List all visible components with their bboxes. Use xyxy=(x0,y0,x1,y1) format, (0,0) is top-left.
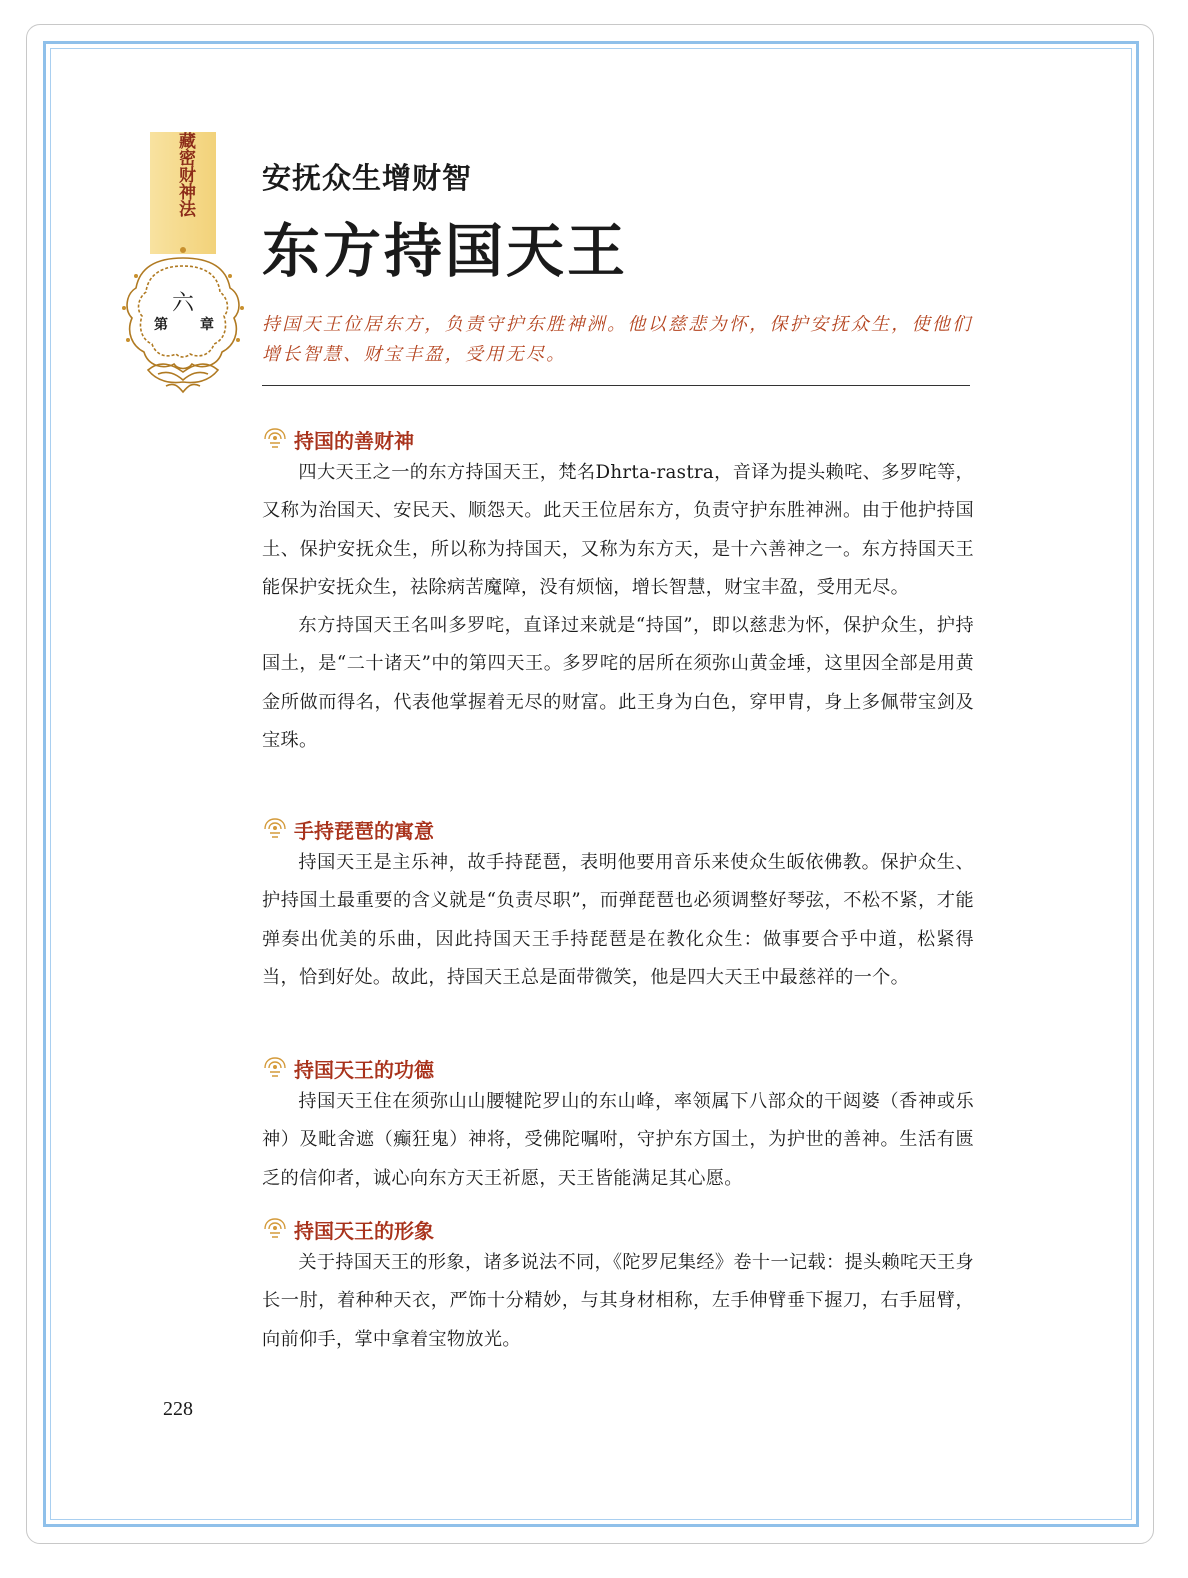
paragraph: 关于持国天王的形象，诸多说法不同，《陀罗尼集经》卷十一记载：提头赖咤天王身长一肘，着种种天衣，严饰十分精妙，与其身材相称，左手伸臂垂下握刀，右手屈臂，向前仰手，掌中拿着宝物放光。 xyxy=(262,1252,974,1350)
section-1 xyxy=(262,424,974,760)
section-2 xyxy=(262,814,974,997)
paragraph: 东方持国天王名叫多罗咤，直译过来就是“持国”，即以慈悲为怀，保护众生，护持国土，是“二十诸天”中的第四天王。多罗咤的居所在须弥山黄金埵，这里因全部是用黄金所做而得名，代表他掌握着无尽的财富。此王身为白色，穿甲胄，身上多佩带宝剑及宝珠。 xyxy=(262,615,974,752)
chapter-emblem xyxy=(118,236,248,406)
section-3 xyxy=(262,1053,974,1198)
side-tab-label: 藏密财神法 xyxy=(175,132,195,217)
ornament-icon xyxy=(262,817,288,841)
section-4 xyxy=(262,1214,974,1359)
divider xyxy=(262,385,970,386)
section-title: 持国的善财神 xyxy=(294,428,414,453)
ornament-icon xyxy=(262,1056,288,1080)
ornament-icon xyxy=(262,427,288,451)
section-title: 手持琵琶的寓意 xyxy=(294,818,434,843)
paragraph: 持国天王住在须弥山山腰犍陀罗山的东山峰，率领属下八部众的干闼婆（香神或乐神）及毗舍遮（癫狂鬼）神将，受佛陀嘱咐，守护东方国土，为护世的善神。生活有匮乏的信仰者，诚心向东方天王祈愿，天王皆能满足其心愿。 xyxy=(262,1091,974,1189)
paragraph: 四大天王之一的东方持国天王，梵名Dhrta-rastra，音译为提头赖咤、多罗咤等，又称为治国天、安民天、顺怨天。此天王位居东方，负责守护东胜神洲。由于他护持国土、保护安抚众生，所以称为持国天，又称为东方天，是十六善神之一。东方持国天王能保护安抚众生，祛除病苦魔障，没有烦恼，增长智慧，财宝丰盈，受用无尽。 xyxy=(262,462,974,598)
page-title: 东方持国天王 xyxy=(262,217,629,285)
intro-text: 持国天王位居东方，负责守护东胜神洲。他以慈悲为怀，保护安抚众生，使他们增长智慧、财宝丰盈，受用无尽。 xyxy=(262,314,973,365)
ornament-icon xyxy=(262,1217,288,1241)
chapter-suffix: 章 xyxy=(200,317,214,333)
paragraph: 持国天王是主乐神，故手持琵琶，表明他要用音乐来使众生皈依佛教。保护众生、护持国土最重要的含义就是“负责尽职”，而弹琵琶也必须调整好琴弦，不松不紧，才能弹奏出优美的乐曲，因此持国天王手持琵琶是在教化众生：做事要合乎中道，松紧得当，恰到好处。故此，持国天王总是面带微笑，他是四大天王中最慈祥的一个。 xyxy=(262,852,974,988)
section-title: 持国天王的功德 xyxy=(294,1057,434,1082)
chapter-prefix: 第 xyxy=(154,317,168,333)
page-number: 228 xyxy=(163,1398,193,1420)
section-title: 持国天王的形象 xyxy=(294,1218,434,1243)
page-subtitle: 安抚众生增财智 xyxy=(262,161,473,195)
chapter-number: 六 xyxy=(172,291,195,316)
